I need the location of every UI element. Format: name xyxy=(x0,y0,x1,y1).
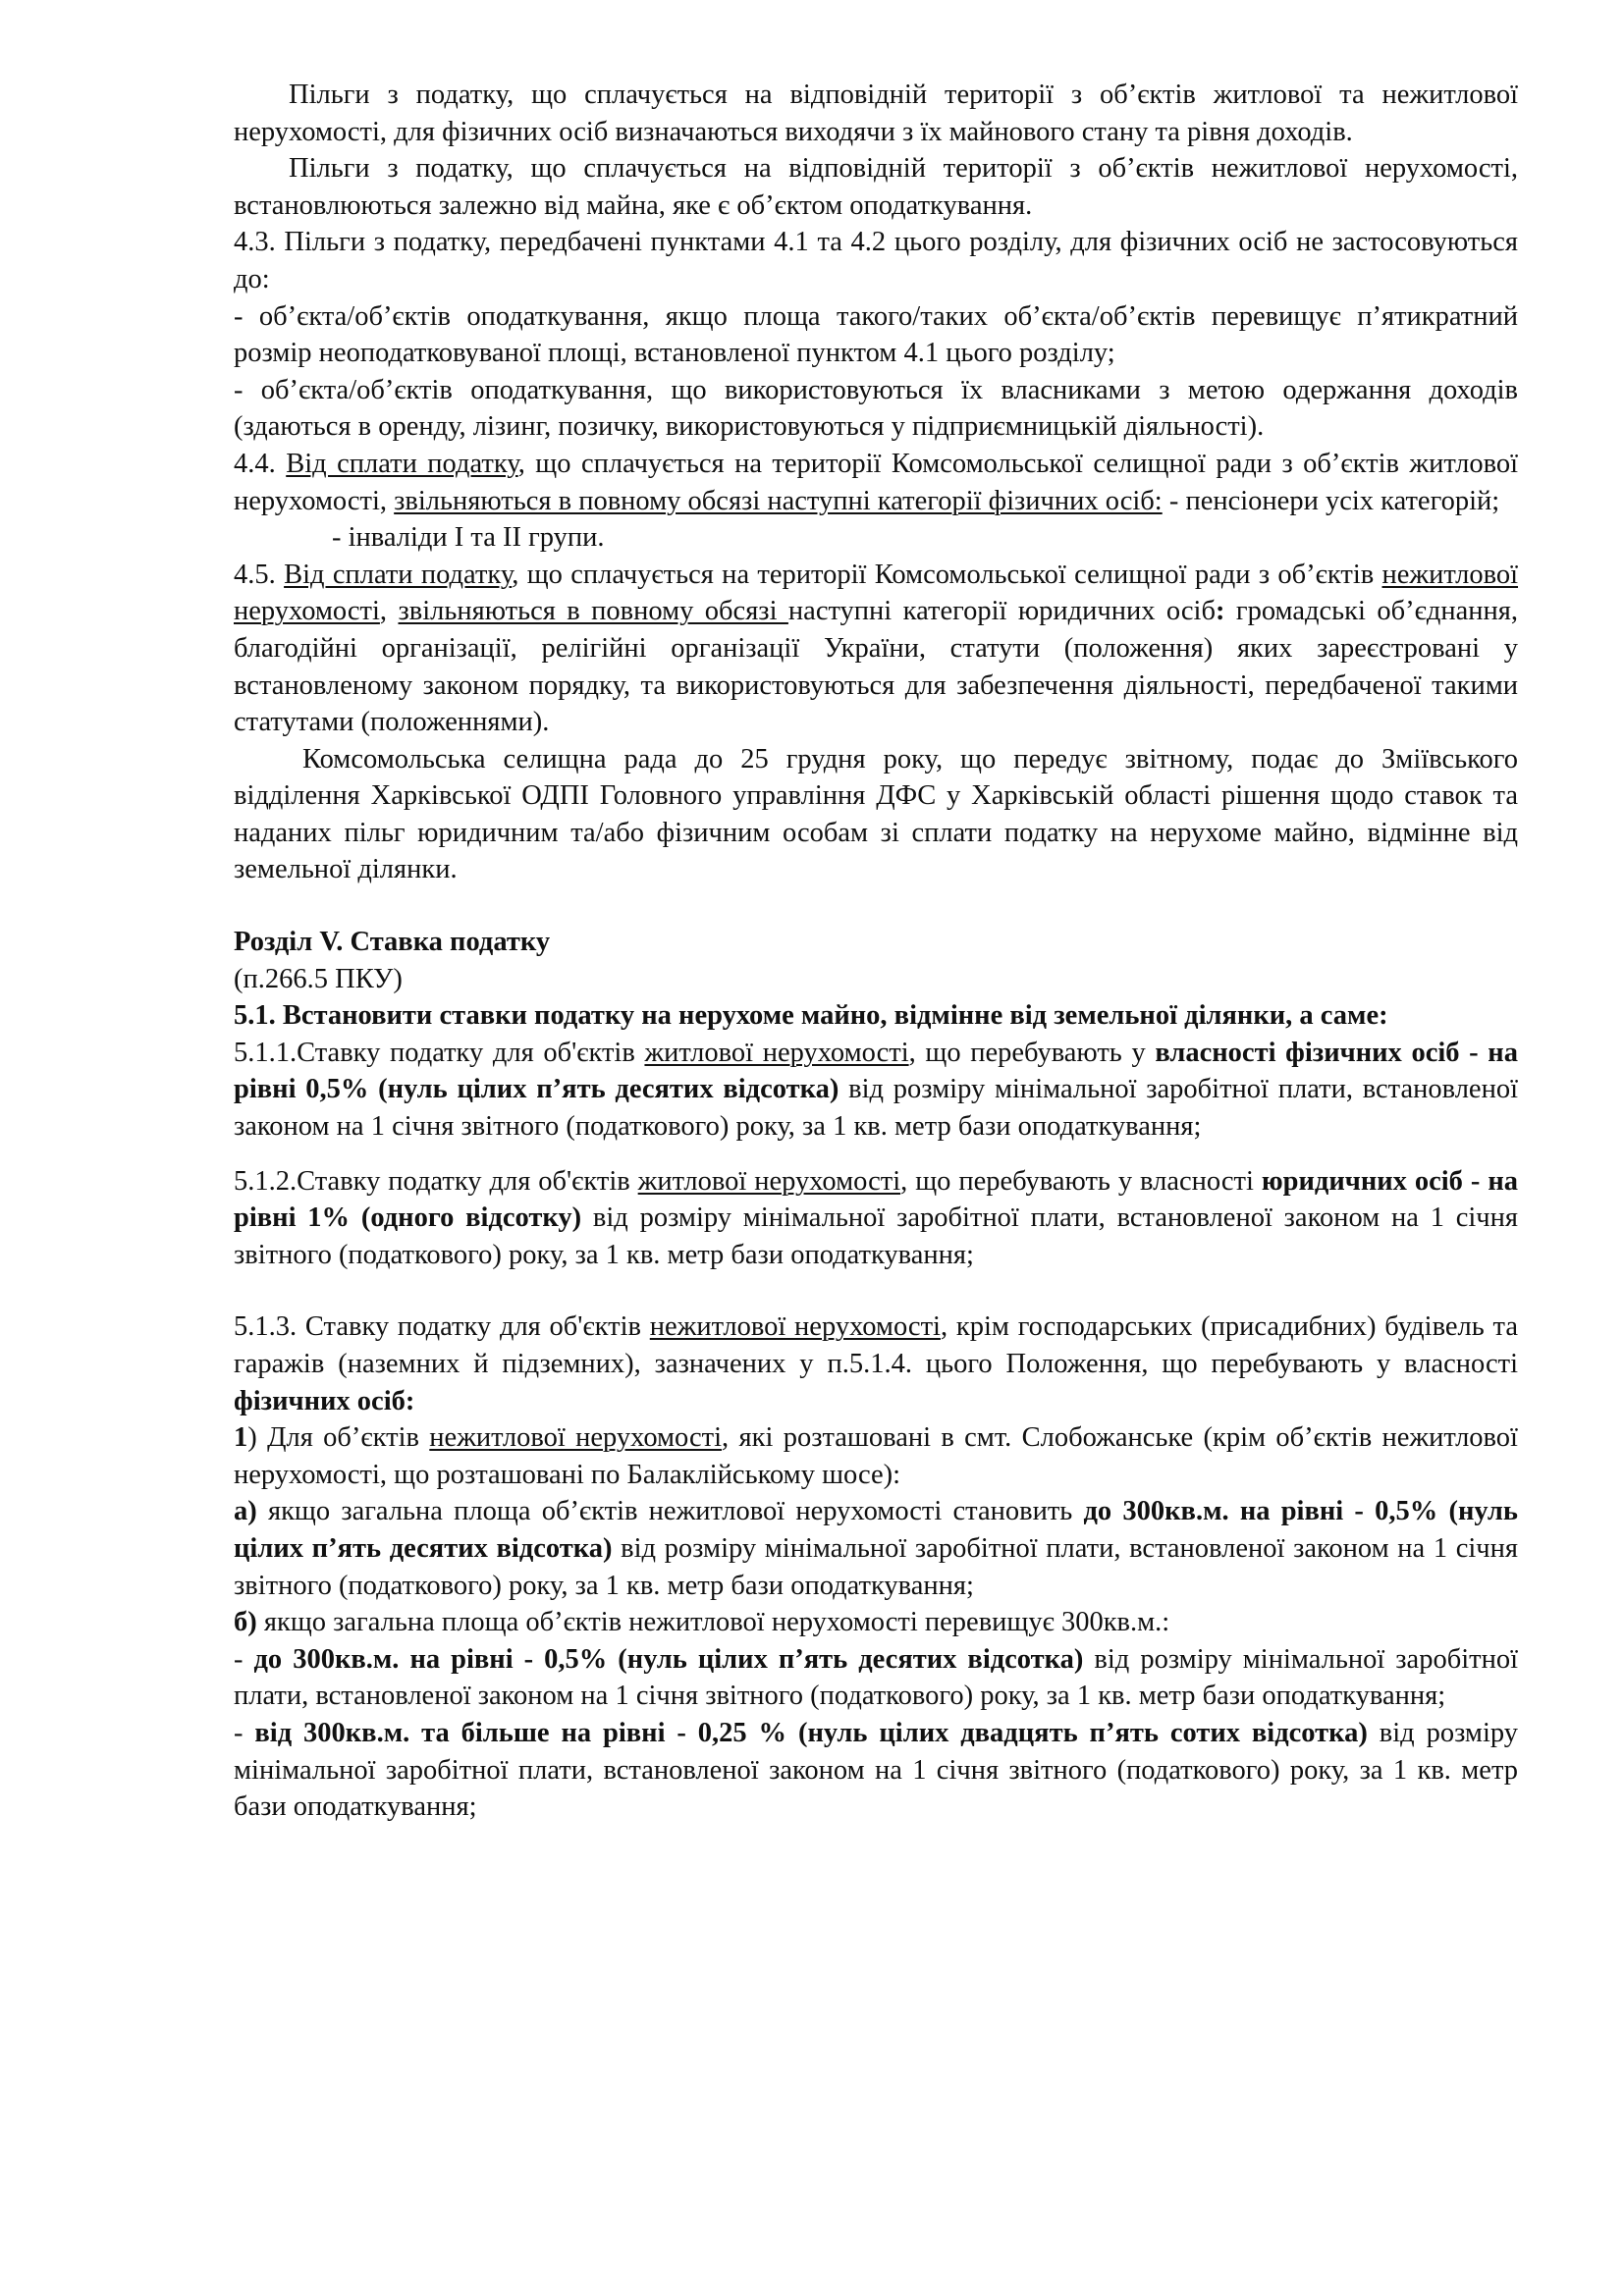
paragraph-4-4: 4.4. Від сплати податку, що сплачується на території Комсомольської селищної ради з об’єктів житлової нерухомості, звільняються в повному обсязі наступні категорії фізичних осіб: - пенсіонери усіх категорій; xyxy=(234,448,1519,516)
paragraph-benefits-individuals: Пільги з податку, що сплачується на відповідній території з об’єктів житлової та нежитлової нерухомості, для фізичних осіб визначаються виходячи з їх майнового стану та рівня доходів. xyxy=(234,80,1518,147)
paragraph-benefits-nonresidential: Пільги з податку, що сплачується на відповідній території з об’єктів нежитлової нерухомості, встановлюються залежно від майна, яке є об’єктом оподаткування. xyxy=(234,153,1518,221)
paragraph-komsomolska-council: Комсомольська селищна рада до 25 грудня року, що передує звітному, подає до Зміївського відділення Харківської ОДПІ Головного управління ДФС у Харківській області рішення щодо ставок та наданих пільг юридичним та/або фізичним особам зі сплати податку на нерухоме майно, відмінне від земельної ділянки. xyxy=(234,743,1518,885)
underlined-text: Від сплати податку xyxy=(286,448,518,479)
document-page xyxy=(234,77,1518,1826)
section-5-title: Розділ V. Ставка податку xyxy=(234,927,551,958)
underlined-text: житлової нерухомості xyxy=(644,1037,909,1068)
section-5-reference: (п.266.5 ПКУ) xyxy=(234,963,403,994)
underlined-text: нежитлової нерухомості xyxy=(649,1311,941,1343)
paragraph-5-1-3-item-b: б) якщо загальна площа об’єктів нежитлової нерухомості перевищує 300кв.м.: xyxy=(234,1607,1170,1638)
underlined-text: звільняються в повному обсязі наступні категорії фізичних осіб: xyxy=(394,485,1163,516)
paragraph-4-5: 4.5. Від сплати податку, що сплачується на території Комсомольської селищної ради з об’єктів нежитлової нерухомості, звільняються в повному обсязі наступні категорії юридичних осіб: громадські об’єднання, благодійні організації, релігійні організації України, статути (положення) яких зареєстровані у встановленому законом порядку, та використовуються для забезпечення діяльності, передбаченої такими статутами (положеннями). xyxy=(234,559,1519,738)
underlined-text: нежитлової нерухомості xyxy=(234,559,1519,627)
paragraph-5-1-title: 5.1. Встановити ставки податку на нерухоме майно, відмінне від земельної ділянки, а саме: xyxy=(234,1000,1388,1032)
paragraph-5-1-3-item-1: 1) Для об’єктів нежитлової нерухомості, які розташовані в смт. Слобожанське (крім об’єктів нежитлової нерухомості, що розташовані по Балаклійському шосе): xyxy=(234,1422,1518,1490)
underlined-text: звільняються в повному обсязі xyxy=(398,596,788,627)
list-item-4-3-1: - об’єкта/об’єктів оподаткування, якщо площа такого/таких об’єкта/об’єктів перевищує п’ятикратний розмір неоподатковуваної площі, встановленої пунктом 4.1 цього розділу; xyxy=(234,300,1518,369)
paragraph-5-1-3-item-b-2: - від 300кв.м. та більше на рівні - 0,25 % (нуль цілих двадцять п’ять сотих відсотка) від розміру мінімальної заробітної плати, встановленої законом на 1 січня звітного (податкового) року, за 1 кв. метр бази оподаткування; xyxy=(234,1717,1519,1823)
underlined-text: Від сплати податку xyxy=(284,559,513,590)
paragraph-5-1-3-item-b-1: - до 300кв.м. на рівні - 0,5% (нуль цілих п’ять десятих відсотка) від розміру мінімальної заробітної плати, встановленої законом на 1 січня звітного (податкового) року, за 1 кв. метр бази оподаткування; xyxy=(234,1643,1518,1712)
paragraph-4-3: 4.3. Пільги з податку, передбачені пунктами 4.1 та 4.2 цього розділу, для фізичних осіб не застосовуються до: xyxy=(234,227,1518,294)
paragraph-5-1-3: 5.1.3. Ставку податку для об'єктів нежитлової нерухомості, крім господарських (присадибних) будівель та гаражів (наземних й підземних), зазначених у п.5.1.4. цього Положення, що перебувають у власності фізичних осіб: xyxy=(234,1311,1518,1416)
paragraph-5-1-2: 5.1.2.Ставку податку для об'єктів житлової нерухомості, що перебувають у власності юридичних осіб - на рівні 1% (одного відсотку) від розміру мінімальної заробітної плати, встановленої законом на 1 січня звітного (податкового) року, за 1 кв. метр бази оподаткування; xyxy=(234,1165,1518,1270)
underlined-text: нежитлової нерухомості xyxy=(429,1422,723,1454)
paragraph-5-1-1: 5.1.1.Ставку податку для об'єктів житлової нерухомості, що перебувають у власності фізичних осіб - на рівні 0,5% (нуль цілих п’ять десятих відсотка) від розміру мінімальної заробітної плати, встановленої законом на 1 січня звітного (податкового) року, за 1 кв. метр бази оподаткування; xyxy=(234,1037,1519,1143)
list-item-4-4-2: - інваліди І та ІІ групи. xyxy=(332,522,605,554)
list-item-4-3-2: - об’єкта/об’єктів оподаткування, що використовуються їх власниками з метою одержання доходів (здаються в оренду, лізинг, позичку, використовуються у підприємницькій діяльності). xyxy=(234,374,1518,443)
paragraph-5-1-3-item-a: а) якщо загальна площа об’єктів нежитлової нерухомості становить до 300кв.м. на рівні - 0,5% (нуль цілих п’ять десятих відсотка) від розміру мінімальної заробітної плати, встановленої законом на 1 січня звітного (податкового) року, за 1 кв. метр бази оподаткування; xyxy=(234,1496,1518,1601)
underlined-text: житлової нерухомості xyxy=(637,1165,901,1197)
